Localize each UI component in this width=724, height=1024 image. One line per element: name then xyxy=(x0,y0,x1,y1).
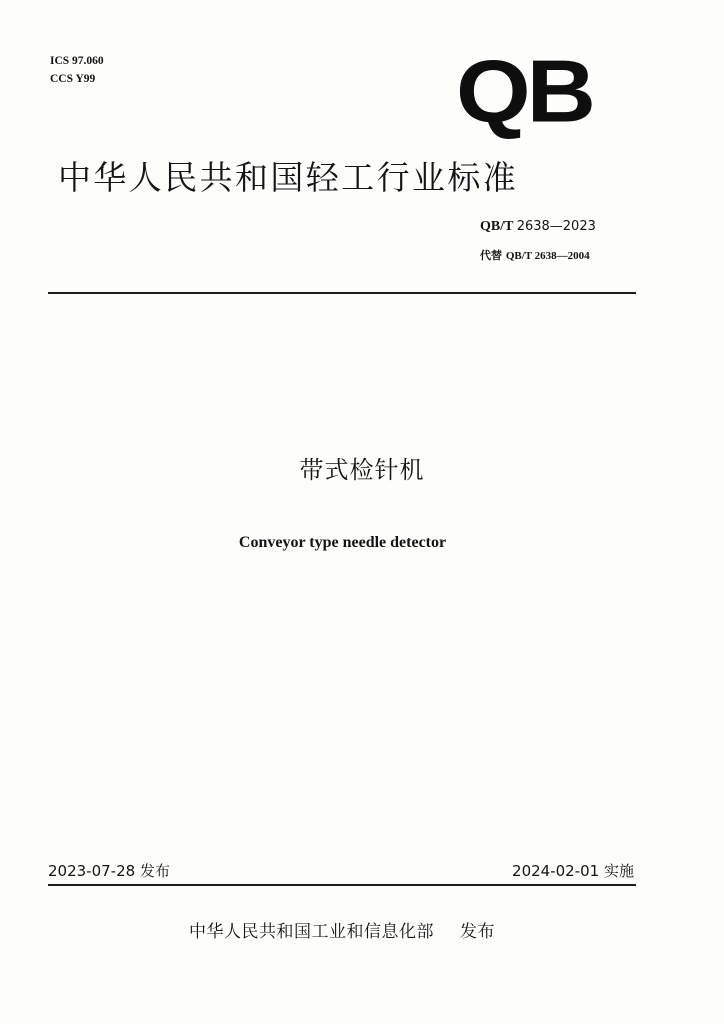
ccs-code: CCS Y99 xyxy=(50,73,96,85)
ics-code: ICS 97.060 xyxy=(50,55,104,67)
qb-logo: QB xyxy=(456,42,592,141)
publisher-line xyxy=(0,917,684,942)
replaces-code: QB/T 2638—2004 xyxy=(505,250,590,262)
footer-divider xyxy=(48,884,636,886)
header-divider xyxy=(48,292,636,294)
organization-title: 中华人民共和国轻工行业标准 xyxy=(58,158,519,197)
publish-date: 2023-07-28 发布 xyxy=(48,862,170,880)
replaces-standard xyxy=(480,247,590,263)
standard-number xyxy=(480,219,596,235)
standard-prefix: QB/T xyxy=(480,219,517,234)
effective-date: 2024-02-01 实施 xyxy=(512,862,634,880)
publisher-name: 中华人民共和国工业和信息化部 xyxy=(189,922,434,942)
standard-number-value: 2638—2023 xyxy=(516,219,596,234)
publisher-action: 发布 xyxy=(460,922,495,942)
replaces-label: 代替 xyxy=(480,249,506,262)
document-title-cn: 带式检针机 xyxy=(299,456,425,484)
document-title-en: Conveyor type needle detector xyxy=(238,534,447,551)
